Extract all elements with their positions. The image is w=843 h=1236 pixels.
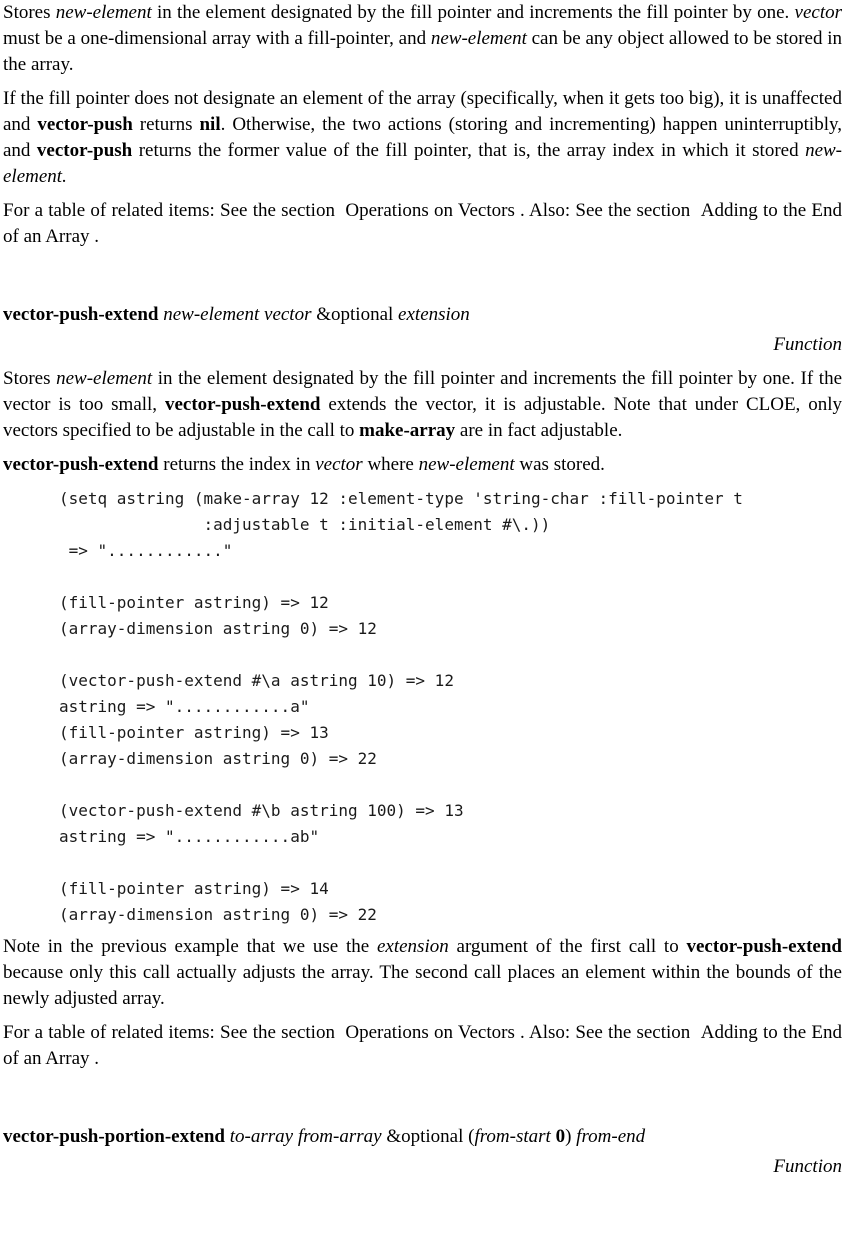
text-run: If the fill pointer does not designate an element of the array (specifically, when it gets too big), it is unaffected and <box>3 88 842 135</box>
italic-term: to-array from-array <box>229 1126 382 1147</box>
function-signature <box>3 302 842 328</box>
text-run: &optional ( <box>381 1126 475 1147</box>
bold-term: vector-push-extend <box>164 394 321 415</box>
section-spacer <box>3 1080 842 1124</box>
bold-term: vector-push-extend <box>3 454 159 475</box>
italic-term: new-element vector <box>163 304 312 325</box>
text-run: returns the former value of the fill pointer, that is, the array index in which it stored <box>132 140 806 161</box>
code-example: (setq astring (make-array 12 :element-type 'string-char :fill-pointer t :adjustable t :initial-element #\.)) => "............" (fill-pointer astring) => 12 (array-dimension astring 0) => 12 (vector-push-extend #\a astring 10) => 12 astring => "............a" (fill-pointer astring) => 13 (array-dimension astring 0) => 22 (vector-push-extend #\b astring 100) => 13 astring => "............ab" (fill-pointer astring) => 14 (array-dimension astring 0) => 22 <box>59 489 743 924</box>
italic-term: new-element <box>56 368 153 389</box>
bold-term: make-array <box>359 420 456 441</box>
bold-term: vector-push <box>36 140 133 161</box>
bold-term: 0 <box>555 1126 566 1147</box>
bold-term: vector-push <box>37 114 133 135</box>
function-type-label: Function <box>773 334 842 355</box>
italic-term: from-start <box>474 1126 551 1147</box>
text-run: in the element designated by the fill pointer and increments the fill pointer by one. If the vector is too small, <box>3 368 842 415</box>
paragraph <box>3 0 842 78</box>
italic-term: from-end <box>576 1126 646 1147</box>
paragraph <box>3 366 842 444</box>
text-run: Stores <box>3 2 56 23</box>
paragraph <box>3 452 842 478</box>
italic-term: vector <box>794 2 842 23</box>
text-run: &optional <box>311 304 399 325</box>
text-run: can be any object allowed to be stored in the array. <box>3 28 842 75</box>
paragraph <box>3 934 842 1012</box>
paragraph <box>3 86 842 190</box>
text-run: returns the index in <box>158 454 316 475</box>
bold-term: vector-push-portion-extend <box>3 1126 225 1147</box>
text-run: because only this call actually adjusts the array. The second call places an element within the bounds of the newly adjusted array. <box>3 962 842 1009</box>
text-run: extends the vector, it is adjustable. Note that under CLOE, only vectors specified to be adjustable in the call to <box>3 394 842 441</box>
text-run: where <box>362 454 419 475</box>
italic-term: extension <box>376 936 449 957</box>
document-page <box>3 0 842 1188</box>
text-run: ) <box>565 1126 577 1147</box>
italic-term: new-element <box>430 28 527 49</box>
text-run: . Otherwise, the two actions (storing and incrementing) happen uninterruptibly, and <box>3 114 842 161</box>
section-spacer <box>3 258 842 302</box>
paragraph <box>3 1020 842 1072</box>
text-run: For a table of related items: See the section Operations on Vectors . Also: See the section Adding to the End of an Array . <box>3 200 842 247</box>
italic-term: new-element. <box>3 140 842 187</box>
text-run: Note in the previous example that we use the <box>3 936 377 957</box>
paragraph <box>3 198 842 250</box>
bold-term: vector-push-extend <box>686 936 842 957</box>
italic-term: new-element <box>418 454 515 475</box>
italic-term: extension <box>398 304 470 325</box>
italic-term: new-element <box>55 2 152 23</box>
text-run: returns <box>132 114 200 135</box>
text-run: argument of the first call to <box>448 936 687 957</box>
text-run: Stores <box>3 368 57 389</box>
function-signature <box>3 1124 842 1150</box>
text-run: are in fact adjustable. <box>455 420 623 441</box>
bold-term: vector-push-extend <box>3 304 159 325</box>
text-run: in the element designated by the fill pointer and increments the fill pointer by one. <box>151 2 795 23</box>
bold-term: nil <box>199 114 221 135</box>
text-run: was stored. <box>514 454 605 475</box>
text-run: must be a one-dimensional array with a fill-pointer, and <box>3 28 431 49</box>
text-run: For a table of related items: See the section Operations on Vectors . Also: See the section Adding to the End of an Array . <box>3 1022 842 1069</box>
function-type-label: Function <box>773 1156 842 1177</box>
italic-term: vector <box>315 454 363 475</box>
